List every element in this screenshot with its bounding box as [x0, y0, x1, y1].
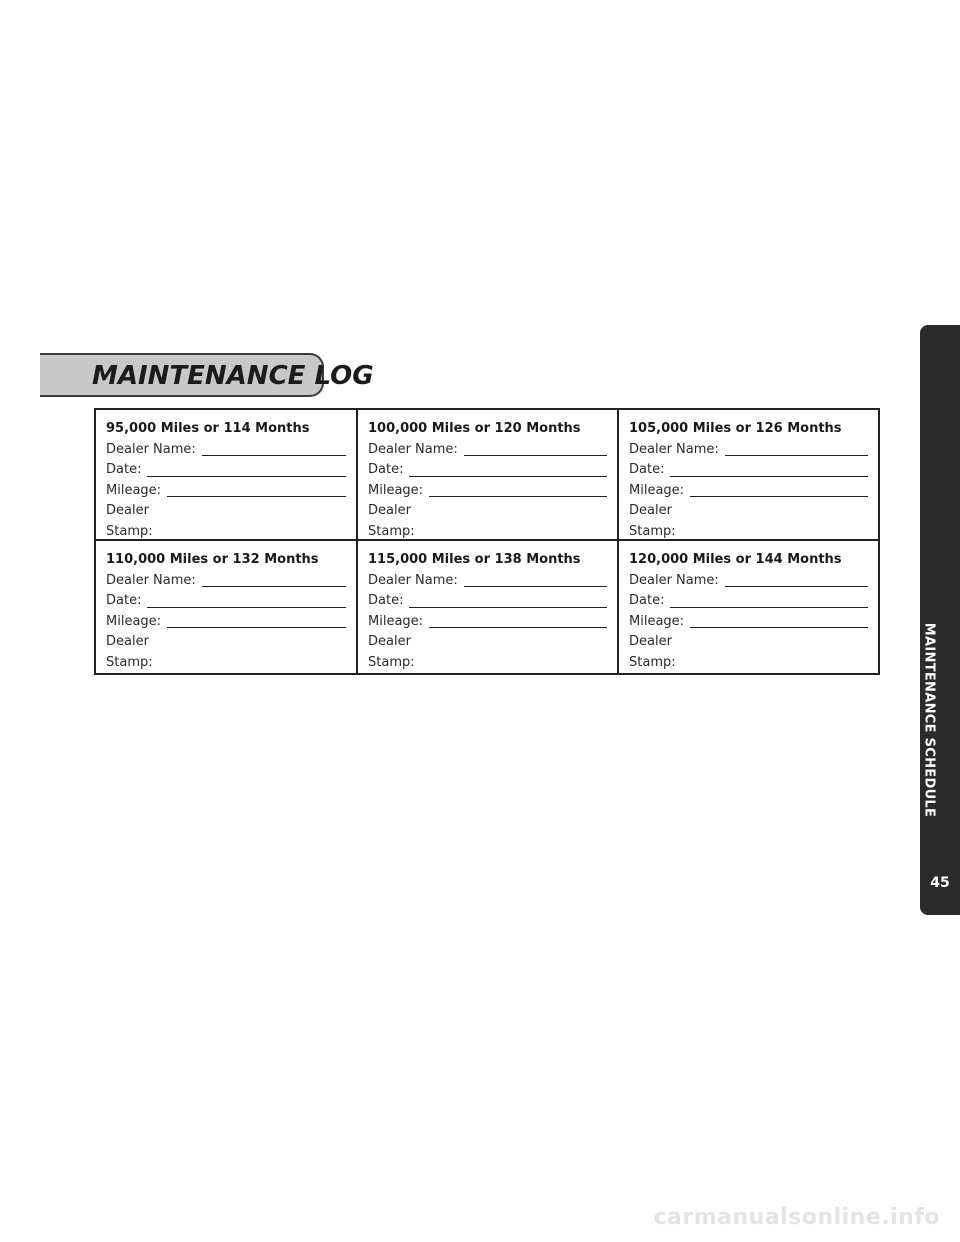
log-entry-title: 115,000 Miles or 138 Months — [368, 552, 581, 567]
dealer-name-label: Dealer Name: — [106, 441, 196, 457]
dealer-name-field[interactable] — [106, 440, 346, 461]
page-title: MAINTENANCE LOG — [92, 361, 374, 391]
mileage-label: Mileage: — [106, 482, 162, 498]
section-tab-label: MAINTENANCE SCHEDULE — [921, 622, 937, 818]
date-line — [670, 476, 868, 477]
date-line — [409, 607, 607, 608]
maintenance-log-table — [94, 408, 880, 675]
mileage-label: Mileage: — [629, 613, 685, 629]
mileage-line — [429, 496, 607, 497]
mileage-field[interactable] — [629, 481, 868, 502]
dealer-label: Dealer — [368, 503, 411, 518]
date-field[interactable] — [368, 460, 607, 481]
mileage-line — [429, 627, 607, 628]
mileage-label: Mileage: — [368, 613, 424, 629]
date-field[interactable] — [629, 591, 868, 612]
watermark: carmanualsonline.info — [653, 1205, 940, 1230]
dealer-name-field[interactable] — [629, 571, 868, 592]
log-entry-title: 120,000 Miles or 144 Months — [629, 552, 842, 567]
stamp-label: Stamp: — [629, 654, 676, 670]
date-line — [147, 476, 346, 477]
stamp-label: Stamp: — [106, 654, 153, 670]
log-entry-title: 100,000 Miles or 120 Months — [368, 421, 581, 436]
page-number: 45 — [930, 875, 950, 891]
date-label: Date: — [629, 593, 665, 608]
date-label: Date: — [629, 462, 665, 477]
log-entry-title: 110,000 Miles or 132 Months — [106, 552, 319, 567]
mileage-field[interactable] — [106, 612, 346, 633]
log-entry-105000 — [619, 410, 878, 541]
log-entry-title: 105,000 Miles or 126 Months — [629, 421, 842, 436]
date-label: Date: — [368, 593, 404, 608]
mileage-line — [690, 496, 868, 497]
dealer-name-line — [464, 586, 607, 587]
stamp-label: Stamp: — [106, 523, 153, 539]
dealer-label: Dealer — [629, 634, 672, 649]
mileage-line — [690, 627, 868, 628]
dealer-name-line — [464, 455, 607, 456]
dealer-name-label: Dealer Name: — [368, 441, 458, 457]
date-field[interactable] — [629, 460, 868, 481]
mileage-label: Mileage: — [368, 482, 424, 498]
dealer-name-line — [202, 586, 346, 587]
dealer-name-field[interactable] — [368, 440, 607, 461]
dealer-name-label: Dealer Name: — [629, 441, 719, 457]
dealer-name-field[interactable] — [106, 571, 346, 592]
dealer-label: Dealer — [106, 634, 149, 649]
mileage-field[interactable] — [629, 612, 868, 633]
dealer-name-label: Dealer Name: — [629, 572, 719, 588]
section-side-tab — [920, 325, 960, 915]
mileage-label: Mileage: — [629, 482, 685, 498]
date-field[interactable] — [106, 460, 346, 481]
dealer-label: Dealer — [629, 503, 672, 518]
date-label: Date: — [106, 462, 142, 477]
date-line — [147, 607, 346, 608]
log-entry-110000 — [96, 541, 358, 673]
log-entry-title: 95,000 Miles or 114 Months — [106, 421, 310, 436]
log-entry-115000 — [358, 541, 619, 673]
stamp-label: Stamp: — [629, 523, 676, 539]
dealer-name-field[interactable] — [629, 440, 868, 461]
mileage-label: Mileage: — [106, 613, 162, 629]
mileage-field[interactable] — [368, 481, 607, 502]
dealer-name-label: Dealer Name: — [106, 572, 196, 588]
dealer-name-line — [725, 586, 868, 587]
mileage-line — [167, 627, 346, 628]
date-field[interactable] — [368, 591, 607, 612]
dealer-name-field[interactable] — [368, 571, 607, 592]
dealer-name-line — [202, 455, 346, 456]
dealer-name-line — [725, 455, 868, 456]
stamp-label: Stamp: — [368, 523, 415, 539]
mileage-line — [167, 496, 346, 497]
dealer-name-label: Dealer Name: — [368, 572, 458, 588]
stamp-label: Stamp: — [368, 654, 415, 670]
date-label: Date: — [106, 593, 142, 608]
date-label: Date: — [368, 462, 404, 477]
dealer-label: Dealer — [106, 503, 149, 518]
log-entry-100000 — [358, 410, 619, 541]
mileage-field[interactable] — [368, 612, 607, 633]
date-field[interactable] — [106, 591, 346, 612]
date-line — [670, 607, 868, 608]
log-entry-120000 — [619, 541, 878, 673]
dealer-label: Dealer — [368, 634, 411, 649]
log-entry-95000 — [96, 410, 358, 541]
date-line — [409, 476, 607, 477]
mileage-field[interactable] — [106, 481, 346, 502]
